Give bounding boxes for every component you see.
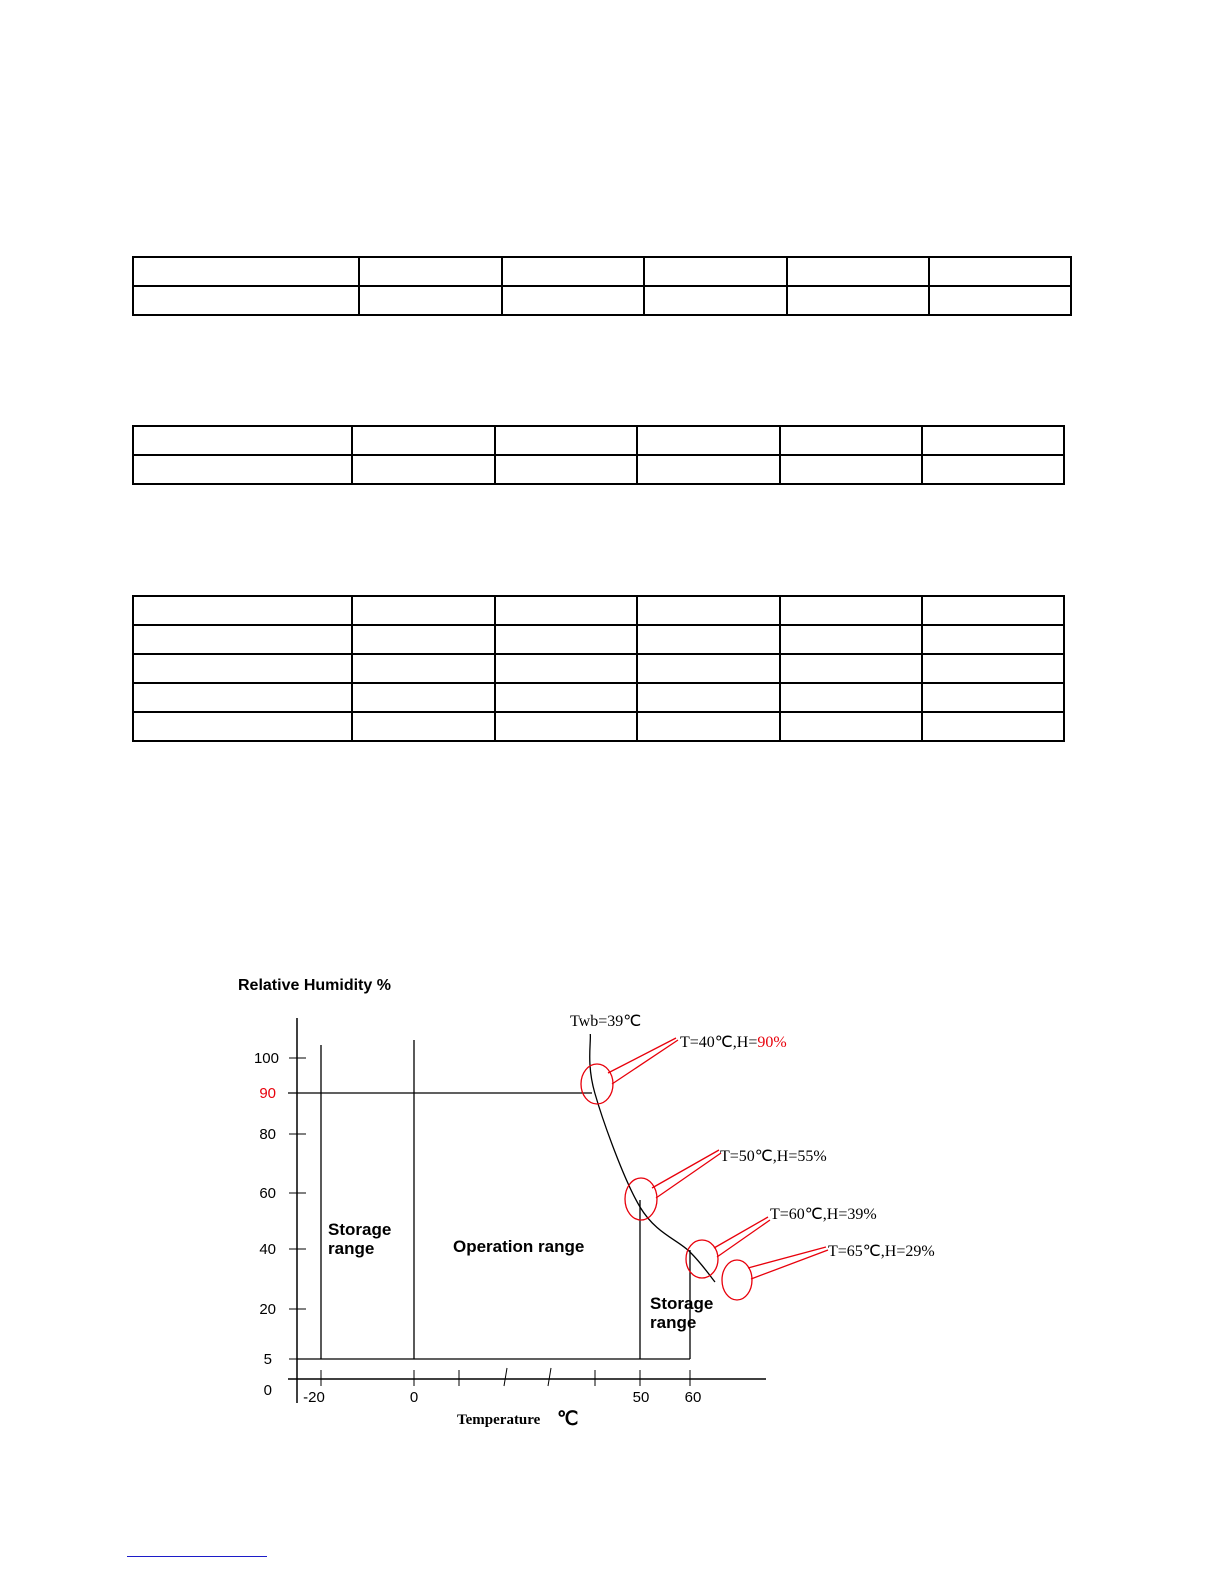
callout-circle-40 xyxy=(581,1064,613,1104)
callout-pointer-50 xyxy=(652,1150,721,1198)
callout-value-40: 90% xyxy=(757,1034,787,1051)
callout-circle-65 xyxy=(722,1260,752,1300)
storage-range-left-label-2: range xyxy=(328,1239,375,1258)
callout-text-50: T=50℃,H=55% xyxy=(720,1148,827,1165)
callout-circle-60 xyxy=(686,1240,718,1278)
storage-range-right-label-1: Storage xyxy=(650,1294,714,1313)
y-tick-label: 0 xyxy=(263,1382,272,1399)
y-axis-title: Relative Humidity % xyxy=(238,977,391,994)
callout-pointer-65 xyxy=(748,1247,828,1279)
x-axis-title: Temperature xyxy=(457,1412,541,1428)
curve-label: Twb=39℃ xyxy=(570,1013,642,1030)
footer-rule xyxy=(127,1556,267,1557)
y-tick-label: 100 xyxy=(253,1050,279,1067)
y-tick-label: 20 xyxy=(259,1301,276,1318)
x-axis-unit: ℃ xyxy=(557,1409,579,1430)
x-ticks xyxy=(321,1368,690,1386)
x-tick-label: 0 xyxy=(409,1389,419,1406)
x-tick-mark xyxy=(548,1368,551,1386)
y-tick-label-highlight: 90 xyxy=(259,1085,276,1102)
x-tick-label: 60 xyxy=(684,1389,702,1406)
callout-prefix-40: T=40℃,H= xyxy=(680,1034,758,1051)
x-tick-label: 50 xyxy=(632,1389,650,1406)
operation-range-label: Operation range xyxy=(453,1237,585,1256)
x-tick-mark xyxy=(504,1368,507,1386)
region-lines xyxy=(288,1040,690,1359)
wet-bulb-curve xyxy=(590,1034,715,1282)
storage-range-right-label-2: range xyxy=(650,1313,697,1332)
callout-pointer-40 xyxy=(608,1038,678,1084)
y-tick-label: 5 xyxy=(263,1351,272,1368)
storage-range-left-label-1: Storage xyxy=(328,1220,392,1239)
callouts xyxy=(581,1038,828,1300)
callout-pointer-60 xyxy=(714,1217,770,1257)
y-tick-label: 40 xyxy=(259,1241,276,1258)
callout-text-40 xyxy=(680,1034,787,1051)
y-tick-label: 60 xyxy=(259,1185,276,1202)
y-tick-label: 80 xyxy=(259,1126,276,1143)
callout-text-60: T=60℃,H=39% xyxy=(770,1206,877,1223)
callout-text-65: T=65℃,H=29% xyxy=(828,1243,935,1260)
x-tick-label: -20 xyxy=(303,1389,325,1406)
callout-circle-50 xyxy=(625,1178,657,1220)
